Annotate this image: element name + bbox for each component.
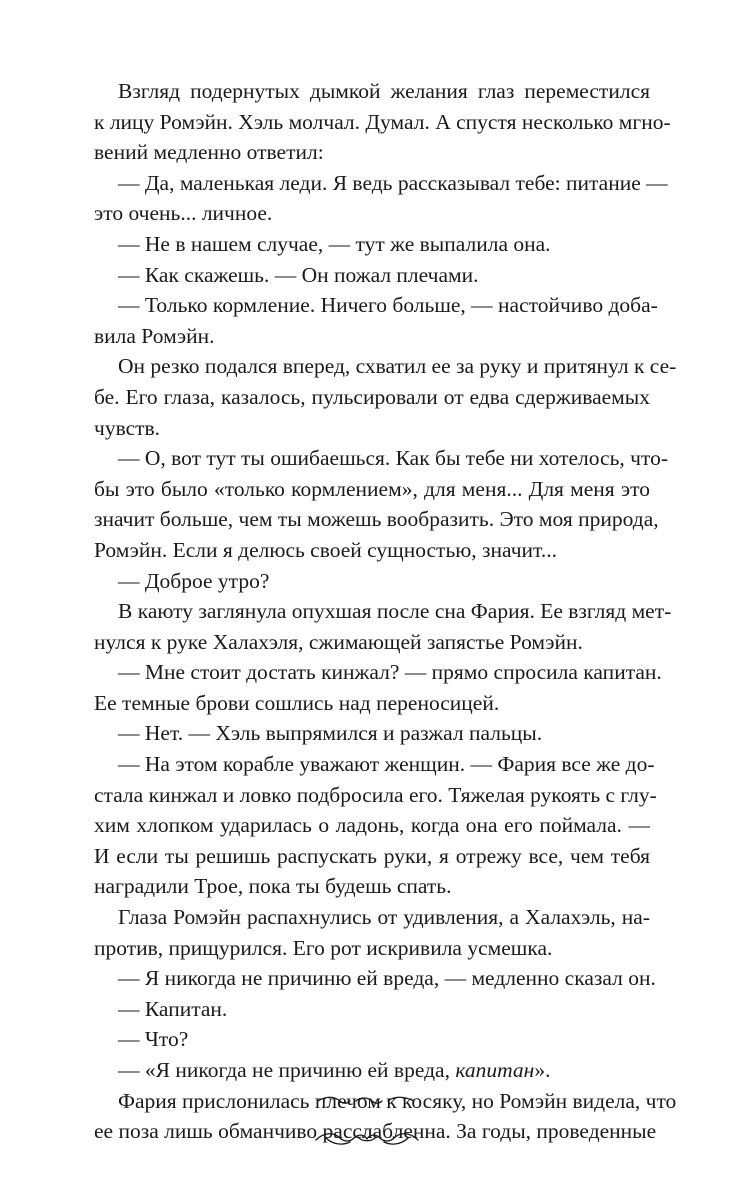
text-line: против, прищурился. Его рот искривила усмешка. [94,935,553,960]
text-run: ». [534,1058,551,1082]
italic-text-run: капитан [455,1058,535,1082]
text-line: И если ты решишь распускать руки, я отрежу все, чем тебя [94,843,650,868]
text-line: стала кинжал и ловко подбросила его. Тяжелая рукоять с глу- [94,782,657,807]
text-line: Фария прислонилась плечом к косяку, но Ромэйн видела, что [118,1088,677,1113]
text-line: — О, вот тут ты ошибаешься. Как бы тебе ни хотелось, что- [118,446,668,471]
text-line: ее поза лишь обманчиво расслабленна. За годы, проведенные [94,1119,657,1144]
text-line: вений медленно ответил: [94,140,324,165]
body-text [94,76,677,1147]
text-line: Глаза Ромэйн распахнулись от удивления, а Халахэль, на- [118,905,650,930]
text-line [118,1055,650,1086]
text-line: Ромэйн. Если я делюсь своей сущностью, значит... [94,537,557,562]
text-line: чувств. [94,415,161,440]
text-line: Ее темные брови сошлись над переносицей. [94,690,500,715]
decorative-flourish-icon [312,1092,422,1152]
text-line: — Как скажешь. — Он пожал плечами. [118,262,479,287]
text-line: В каюту заглянула опухшая после сна Фария. Ее взгляд мет- [118,599,672,624]
text-line: — На этом корабле уважают женщин. — Фария все же до- [118,752,655,777]
text-line: хим хлопком ударилась о ладонь, когда она его поймала. — [94,813,650,838]
text-line: — Что? [118,1027,189,1052]
text-line: Он резко подался вперед, схватил ее за руку и притянул к се- [118,354,677,379]
text-line: значит больше, чем ты можешь вообразить. Это моя природа, [94,507,659,532]
text-line: — Нет. — Хэль выпрямился и разжал пальцы. [118,721,543,746]
text-line: вила Ромэйн. [94,323,215,348]
text-line: нулся к руке Халахэля, сжимающей запястье Ромэйн. [94,629,583,654]
text-run: — «Я никогда не причиню ей вреда, [118,1058,456,1082]
text-line: — Мне стоит достать кинжал? — прямо спросила капитан. [118,660,662,685]
text-line: — Не в нашем случае, — тут же выпалила она. [118,231,551,256]
text-line: бе. Его глаза, казалось, пульсировали от едва сдерживаемых [94,384,650,409]
text-line: — Только кормление. Ничего больше, — настойчиво доба- [118,293,658,318]
text-line: к лицу Ромэйн. Хэль молчал. Думал. А спустя несколько мгно- [94,109,671,134]
text-line: — Я никогда не причиню ей вреда, — медленно сказал он. [118,966,656,991]
text-line: — Доброе утро? [118,568,270,593]
text-line: — Да, маленькая леди. Я ведь рассказывал тебе: питание — [118,170,668,195]
text-line: наградили Трое, пока ты будешь спать. [94,874,452,899]
text-line: — Капитан. [118,996,228,1021]
text-line: это очень... личное. [94,201,273,226]
text-line: бы это было «только кормлением», для меня... Для меня это [94,476,650,501]
text-line: Взгляд подернутых дымкой желания глаз переместился [118,79,650,103]
